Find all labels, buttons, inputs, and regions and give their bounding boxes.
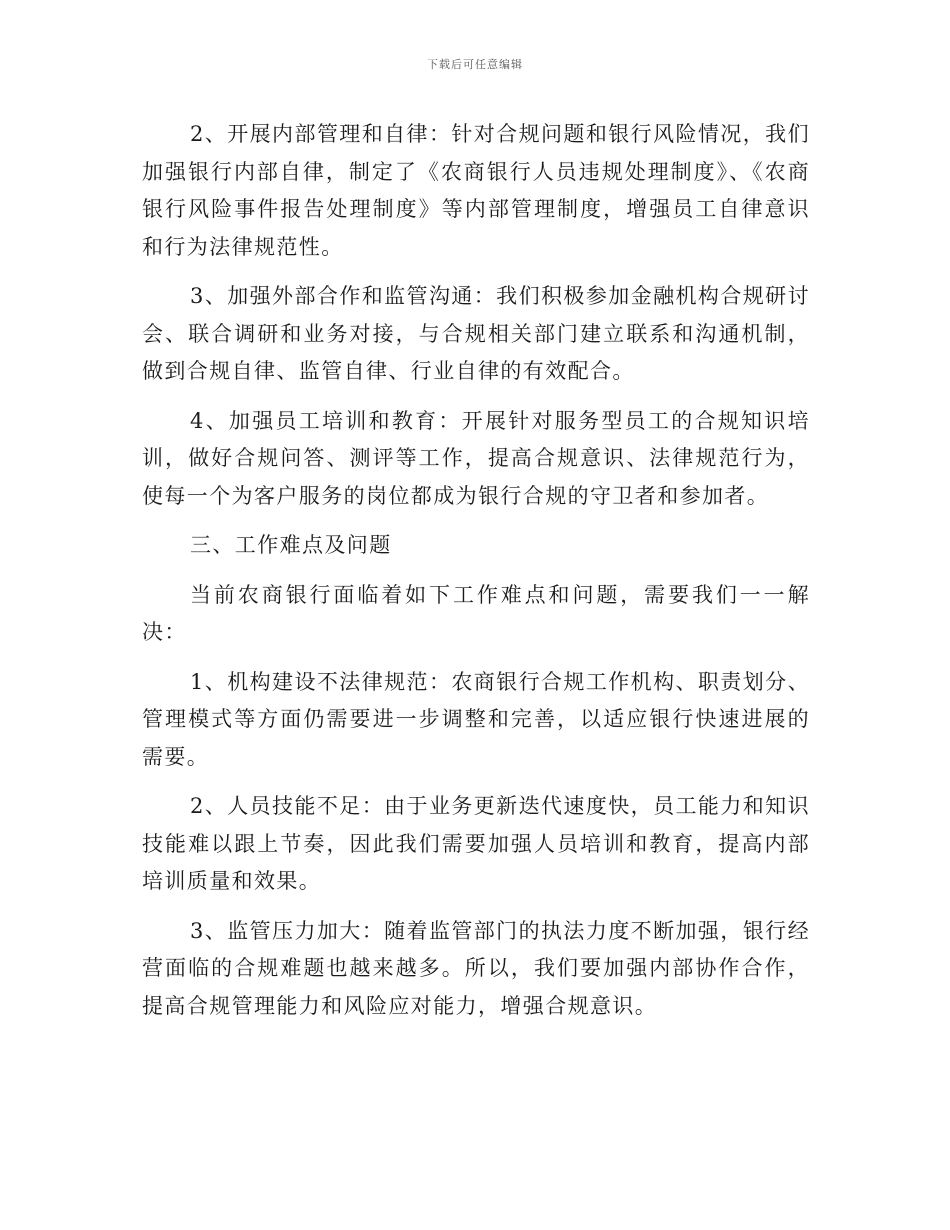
section-heading-difficulties: 三、工作难点及问题	[190, 533, 392, 557]
paragraph-regulatory-pressure: 3、监管压力加大：随着监管部门的执法力度不断加强，银行经营面临的合规难题也越来越多。所以，我们要加强内部协作合作，提高合规管理能力和风险应对能力，增强合规意识。	[142, 918, 810, 1018]
paragraph-external-cooperation: 3、加强外部合作和监管沟通：我们积极参加金融机构合规研讨会、联合调研和业务对接，与合规相关部门建立联系和沟通机制，做到合规自律、监管自律、行业自律的有效配合。	[142, 284, 810, 383]
paragraph-staff-skills: 2、人员技能不足：由于业务更新迭代速度快，员工能力和知识技能难以跟上节奏，因此我们需要加强人员培训和教育，提高内部培训质量和效果。	[142, 794, 810, 893]
paragraph-institution-building: 1、机构建设不法律规范：农商银行合规工作机构、职责划分、管理模式等方面仍需要进一步调整和完善，以适应银行快速进展的需要。	[142, 669, 810, 769]
paragraph-internal-management: 2、开展内部管理和自律：针对合规问题和银行风险情况，我们加强银行内部自律，制定了《农商银行人员违规处理制度》、《农商银行风险事件报告处理制度》等内部管理制度，增强员工自律意识和行为法律规范性。	[142, 122, 810, 259]
paragraph-staff-training: 4、加强员工培训和教育：开展针对服务型员工的合规知识培训，做好合规问答、测评等工作，提高合规意识、法律规范行为，使每一个为客户服务的岗位都成为银行合规的守卫者和参加者。	[142, 408, 810, 508]
document-body	[142, 116, 810, 1037]
paragraph-intro-difficulties: 当前农商银行面临着如下工作难点和问题，需要我们一一解决：	[142, 582, 810, 644]
page-header: 下载后可任意编辑	[427, 58, 523, 71]
